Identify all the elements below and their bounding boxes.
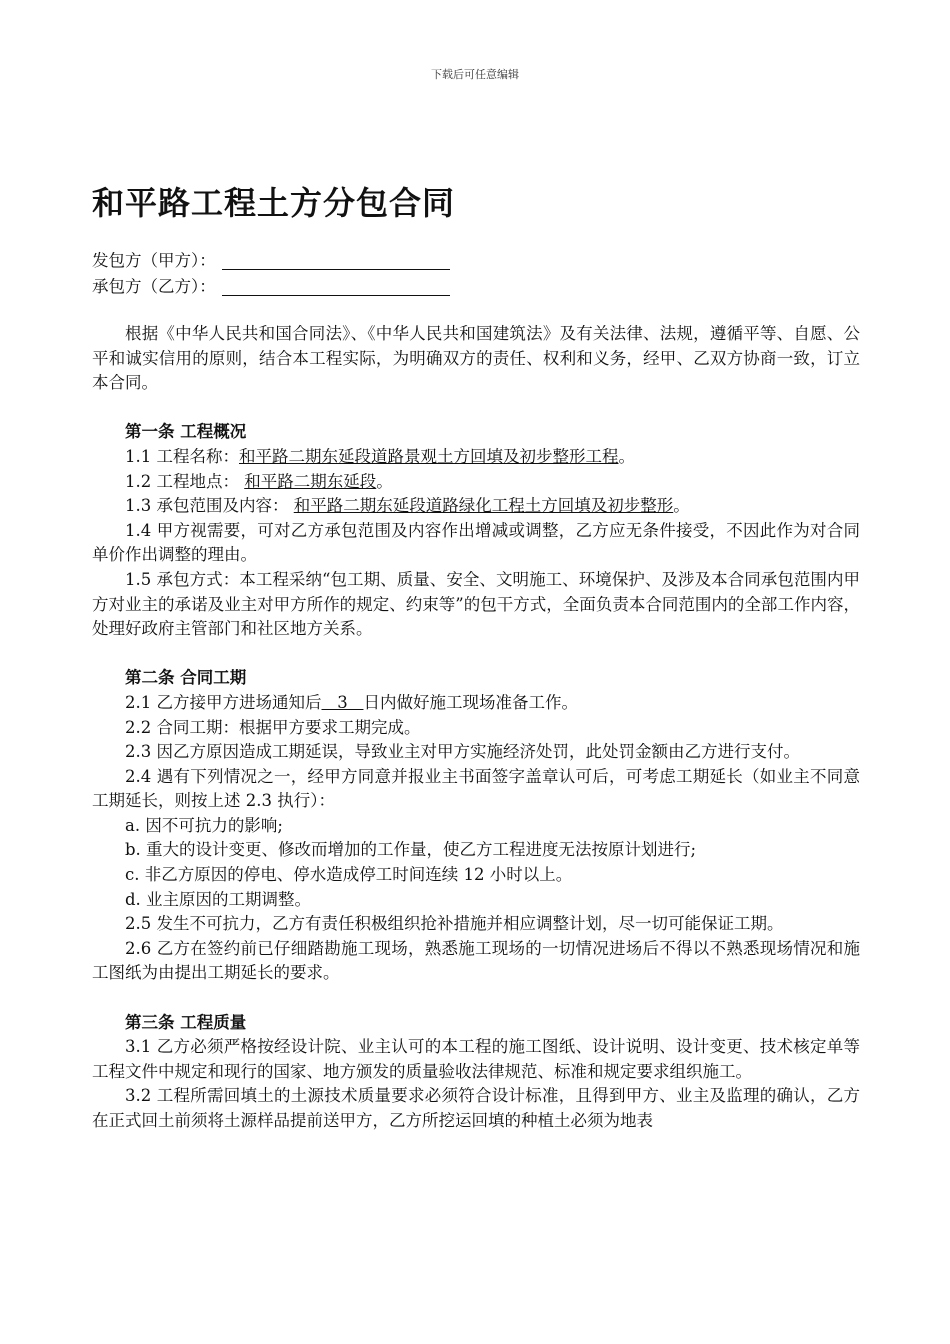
article-1-4: 1.4 甲方视需要，可对乙方承包范围及内容作出增减或调整，乙方应无条件接受，不因此作为对合同单价作出调整的理由。 xyxy=(92,520,860,565)
article-1-2-label: 1.2 工程地点： xyxy=(125,471,245,491)
header-note: 下载后可任意编辑 xyxy=(431,68,519,81)
article-2-5: 2.5 发生不可抗力，乙方有责任积极组织抢补措施并相应调整计划，尽一切可能保证工期。 xyxy=(125,914,784,934)
article-2-3: 2.3 因乙方原因造成工期延误，导致业主对甲方实施经济处罚，此处罚金额由乙方进行支付。 xyxy=(125,742,800,762)
article-1-3 xyxy=(92,494,860,519)
article-1-2-end: 。 xyxy=(376,471,393,491)
contract-body xyxy=(92,322,860,1134)
parties-block xyxy=(92,248,450,300)
article-1-2 xyxy=(92,470,860,495)
article-2-1-end: 日内做好施工现场准备工作。 xyxy=(363,692,578,712)
party-a-label: 发包方（甲方）： xyxy=(92,251,216,270)
article-2-4-b: b. 重大的设计变更、修改而增加的工作量，使乙方工程进度无法按原计划进行; xyxy=(125,840,697,860)
contract-scope: 和平路二期东延段道路绿化工程土方回填及初步整形 xyxy=(293,496,674,516)
preparation-days: 3 xyxy=(321,692,364,712)
article-2-2: 2.2 合同工期：根据甲方要求工期完成。 xyxy=(125,717,421,737)
article-3-heading: 第三条 工程质量 xyxy=(125,1012,247,1032)
article-2-4: 2.4 遇有下列情况之一，经甲方同意并报业主书面签字盖章认可后，可考虑工期延长（如业主不同意工期延长，则按上述 2.3 执行）： xyxy=(92,766,860,811)
article-2-heading: 第二条 合同工期 xyxy=(125,668,247,688)
article-2-4-d: d. 业主原因的工期调整。 xyxy=(125,889,312,909)
article-1-heading: 第一条 工程概况 xyxy=(125,422,247,442)
article-2-4-a: a. 因不可抗力的影响; xyxy=(125,815,283,835)
party-b-label: 承包方（乙方）： xyxy=(92,277,216,296)
article-1-1-end: 。 xyxy=(618,446,635,466)
project-location: 和平路二期东延段 xyxy=(244,471,377,491)
article-3-1: 3.1 乙方必须严格按经设计院、业主认可的本工程的施工图纸、设计说明、设计变更、技术核定单等工程文件中规定和现行的国家、地方颁发的质量验收法律规范、标准和规定要求组织施工。 xyxy=(92,1037,860,1081)
article-2-1-label: 2.1 乙方接甲方进场通知后 xyxy=(125,692,322,712)
article-1-1-label: 1.1 工程名称： xyxy=(125,446,239,466)
document-title: 和平路工程土方分包合同 xyxy=(92,184,456,222)
article-2-4-c: c. 非乙方原因的停电、停水造成停工时间连续 12 小时以上。 xyxy=(125,865,573,885)
article-2-6: 2.6 乙方在签约前已仔细踏勘施工现场，熟悉施工现场的一切情况进场后不得以不熟悉现场情况和施工图纸为由提出工期延长的要求。 xyxy=(92,938,860,983)
party-a-row xyxy=(92,248,450,274)
article-1-3-end: 。 xyxy=(673,496,690,516)
article-2-1 xyxy=(92,691,860,716)
article-1-3-label: 1.3 承包范围及内容： xyxy=(125,496,294,516)
party-b-blank xyxy=(222,279,450,296)
party-b-row xyxy=(92,274,450,300)
article-3-2: 3.2 工程所需回填土的土源技术质量要求必须符合设计标准，且得到甲方、业主及监理的确认，乙方在正式回土前须将土源样品提前送甲方，乙方所挖运回填的种植土必须为地表 xyxy=(92,1086,860,1130)
article-1-5: 1.5 承包方式：本工程采纳“包工期、质量、安全、文明施工、环境保护、及涉及本合同承包范围内甲方对业主的承诺及业主对甲方所作的规定、约束等”的包干方式，全面负责本合同范围内的全部工作内容，处理好政府主管部门和社区地方关系。 xyxy=(92,569,860,639)
preamble: 根据《中华人民共和国合同法》、《中华人民共和国建筑法》及有关法律、法规，遵循平等、自愿、公平和诚实信用的原则，结合本工程实际，为明确双方的责任、权利和义务，经甲、乙双方协商一致，订立本合同。 xyxy=(92,324,860,393)
project-name: 和平路二期东延段道路景观土方回填及初步整形工程 xyxy=(239,446,619,466)
article-1-1 xyxy=(92,445,860,470)
party-a-blank xyxy=(222,253,450,270)
